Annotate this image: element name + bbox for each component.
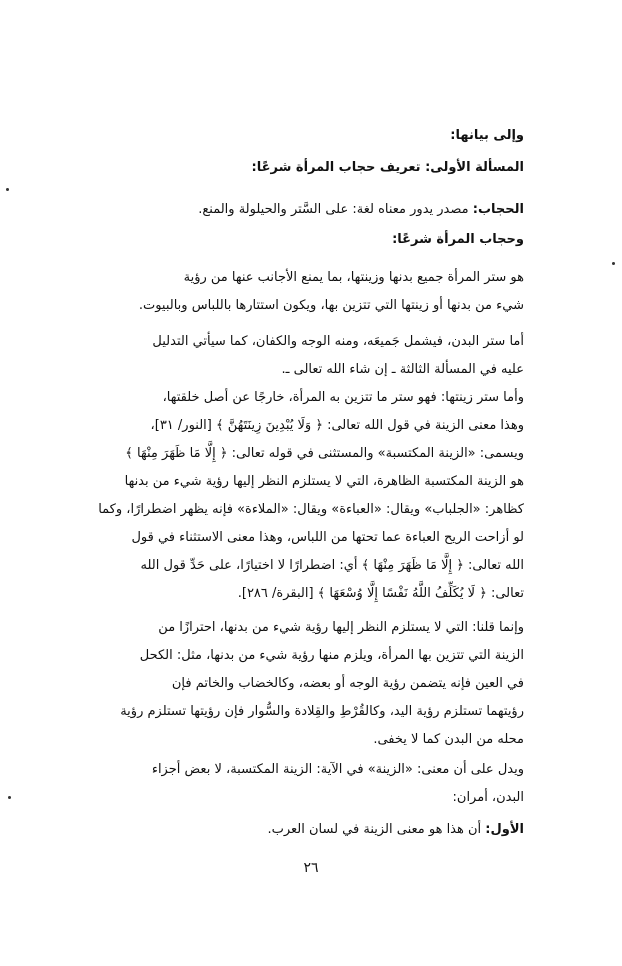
paragraph-body-cover — [88, 328, 524, 384]
paragraph-line: هو ستر المرأة جميع بدنها وزينتها، بما يمنع الأجانب عنها من رؤية — [183, 270, 524, 285]
paragraph-line: وإنما قلنا: التي لا يستلزم النظر إليها رؤية شيء من بدنها، احترازًا من — [158, 620, 524, 635]
paragraph-line: وأما ستر زينتها: فهو ستر ما تتزين به المرأة، خارجًا عن أصل خلقتها، — [162, 390, 524, 405]
paragraph-line: لو أزاحت الريح العباءة عما تحتها من اللباس، وهذا معنى الاستثناء في قول — [131, 530, 524, 545]
first-point-label: الأول: — [485, 822, 524, 837]
paragraph-line: في العين فإنه يتضمن رؤية الوجه أو بعضه، وكالخضاب والخاتم فإن — [171, 676, 524, 691]
paragraph-line: تعالى: ﴿ لَا يُكَلِّفُ اللَّهُ نَفْسًا إِلَّا وُسْعَهَا ﴾ [البقرة/ ٢٨٦]. — [237, 586, 524, 601]
paragraph-line: ويسمى: «الزينة المكتسبة» والمستثنى في قوله تعالى: ﴿ إِلَّا مَا ظَهَرَ مِنْهَا ﴾ — [125, 446, 524, 461]
paragraph-line: هو الزينة المكتسبة الظاهرة، التي لا يستلزم النظر إليها رؤية شيء من بدنها — [124, 474, 524, 489]
paragraph-line: وهذا معنى الزينة في قول الله تعالى: ﴿ وَلَا يُبْدِينَ زِينَتَهُنَّ ﴾ [النور/ ٣١]، — [150, 418, 524, 433]
first-point-line — [88, 816, 524, 844]
scan-speck — [6, 188, 9, 191]
paragraph-line: عليه في المسألة الثالثة ـ إن شاء الله تعالى ـ. — [281, 362, 524, 377]
paragraph-adornment-cover — [88, 384, 524, 608]
paragraph-definition — [88, 264, 524, 320]
paragraph-line: أما ستر البدن، فيشمل جَميعَه، ومنه الوجه والكفان، كما سيأتي التدليل — [152, 334, 524, 349]
paragraph-line: كظاهر: «الجلباب» ويقال: «العباءة» ويقال: «الملاءة» فإنه يظهر اضطرارًا، وكما — [98, 502, 524, 517]
paragraph-line: شيء من بدنها أو زينتها التي تتزين بها، ويكون استتارها باللباس وبالبيوت. — [138, 298, 524, 313]
scan-speck — [612, 262, 615, 265]
scan-speck — [8, 796, 11, 799]
page-number: ٢٦ — [303, 860, 319, 876]
definition-text: مصدر يدور معناه لغة: على السَّتر والحيلولة والمنع. — [198, 202, 469, 217]
paragraph-line: الزينة التي تتزين بها المرأة، ويلزم منها رؤية شيء من بدنها، مثل: الكحل — [139, 648, 524, 663]
subheading-legal-definition: وحجاب المرأة شرعًا: — [392, 232, 524, 247]
section-heading: المسألة الأولى: تعريف حجاب المرأة شرعًا: — [251, 160, 524, 175]
first-point-text: أن هذا هو معنى الزينة في لسان العرب. — [267, 822, 482, 837]
definition-line — [88, 196, 524, 224]
definition-label: الحجاب: — [472, 202, 524, 217]
paragraph-evidence — [88, 756, 524, 812]
paragraph-exception — [88, 614, 524, 754]
paragraph-line: الله تعالى: ﴿ إِلَّا مَا ظَهَرَ مِنْهَا ﴾ أي: اضطرارًا لا اختيارًا، على حَدِّ قول الله — [140, 558, 524, 573]
intro-line: وإلى بيانها: — [450, 128, 524, 143]
paragraph-line: ويدل على أن معنى: «الزينة» في الآية: الزينة المكتسبة، لا بعض أجزاء — [151, 762, 524, 777]
paragraph-line: البدن، أمران: — [452, 790, 524, 805]
paragraph-line: رؤيتهما تستلزم رؤية اليد، وكالقُرْطِ والقِلادة والسُّوار فإن رؤيتها تستلزم رؤية — [120, 704, 524, 719]
paragraph-line: محله من البدن كما لا يخفى. — [373, 732, 524, 747]
